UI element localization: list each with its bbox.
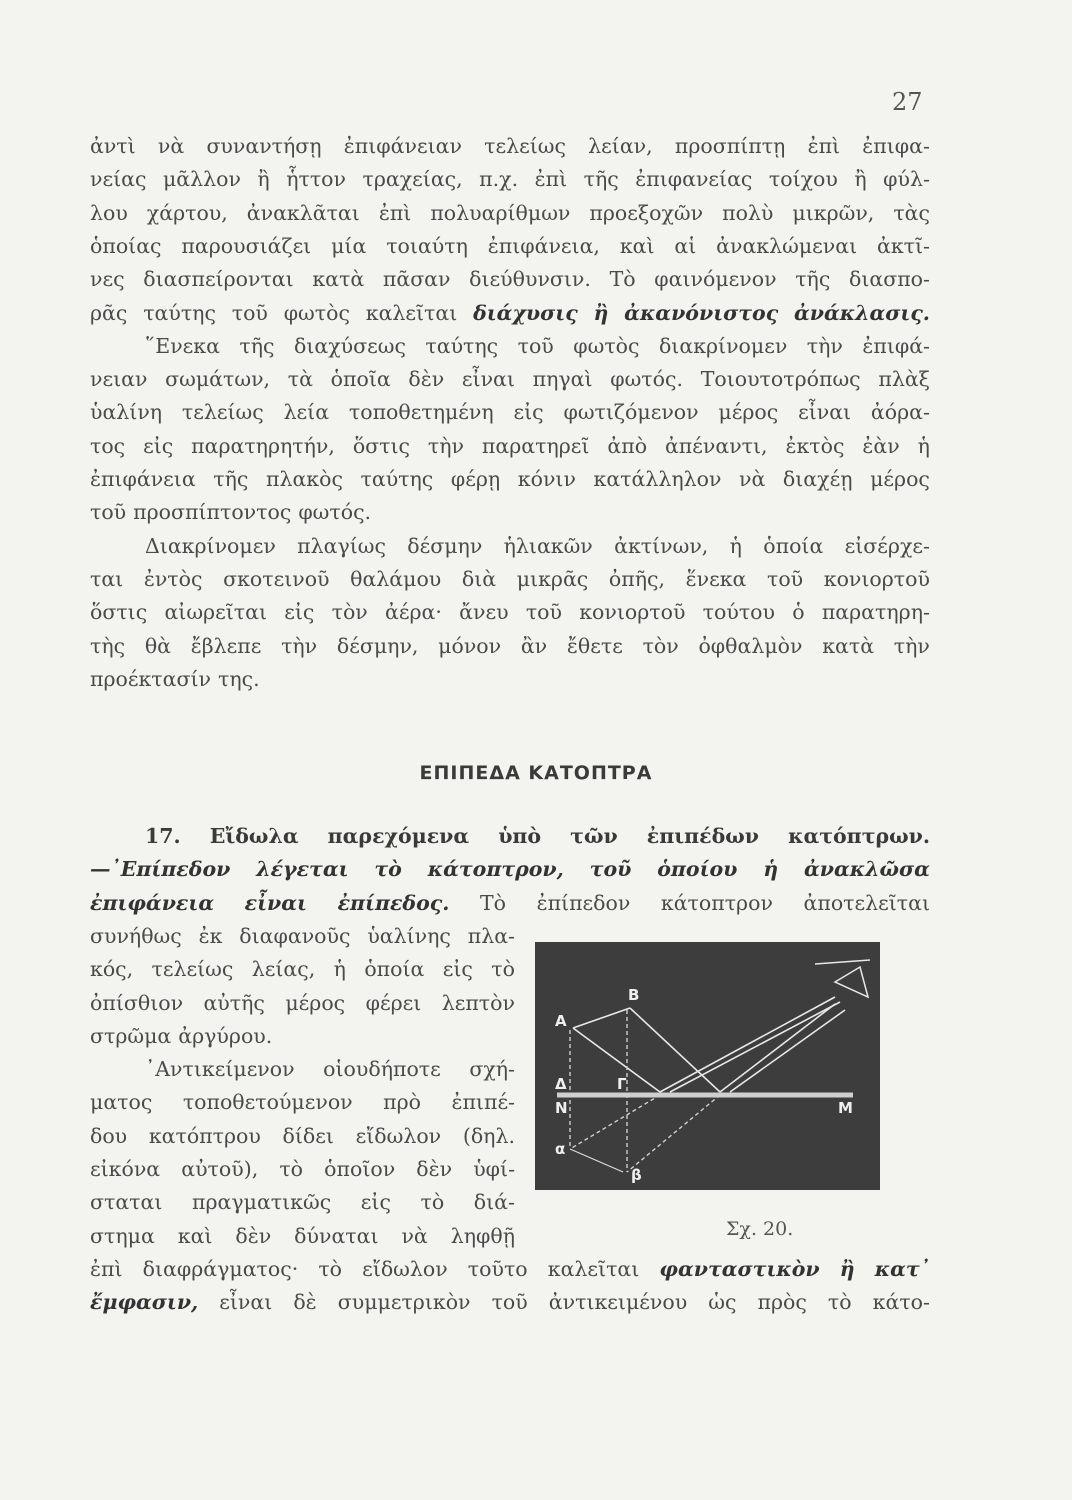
word: τῆς [795, 267, 831, 292]
word: τὴν [806, 333, 843, 358]
word: μέρος [718, 400, 779, 425]
text-line [90, 888, 930, 918]
word: ἡ [917, 433, 930, 458]
word: τὸ [827, 1290, 852, 1315]
word: νὰ [739, 467, 766, 491]
word: τὸν [331, 600, 368, 625]
text-line [145, 821, 930, 851]
word: ὁποία [763, 533, 824, 558]
text-line [90, 131, 930, 161]
word: φωτὸς [283, 300, 350, 325]
word: ὁποίας [90, 233, 162, 258]
text-line [90, 164, 930, 194]
word: Τὸ [609, 267, 636, 292]
word: τοῦ [525, 600, 562, 625]
word: νες [90, 267, 125, 292]
word: ἡ [333, 957, 346, 982]
word: τὰ [287, 367, 313, 392]
word: τὸ [318, 1256, 343, 1281]
text-line [90, 664, 930, 694]
word: ρᾶς [90, 300, 128, 325]
word: ἐκ [198, 923, 223, 948]
word: τος [90, 433, 126, 458]
word: κονιορτοῦ [579, 600, 686, 625]
text-line [90, 364, 930, 394]
emphasized-word: ἢ [839, 1256, 855, 1281]
word: ὡς [708, 1290, 737, 1315]
text-line [90, 497, 930, 527]
word: εἴδωλον [355, 1123, 442, 1148]
word: μικρῶν, [792, 200, 875, 225]
word: τῆς [239, 333, 275, 358]
emphasized-word: εἶναι [244, 890, 307, 915]
label-m: M [838, 1099, 853, 1117]
word: νὰ [401, 1223, 428, 1248]
emphasized-word: κάτοπτρον, [427, 857, 564, 882]
word: πρὸς [757, 1290, 807, 1315]
word: μόνον [438, 633, 502, 658]
section-heading: ΕΠΙΠΕΔΑ ΚΑΤΟΠΤΡΑ [419, 762, 653, 784]
word: δὲν [235, 1223, 272, 1248]
text-line [145, 531, 930, 561]
word: τοῦ [90, 500, 127, 525]
word: ταύτης [143, 300, 216, 325]
word: ἀνακλώμεναι [716, 233, 858, 258]
word: ὁ [792, 600, 805, 625]
word: τοίχου [768, 167, 838, 192]
word: κατὰ [822, 633, 875, 658]
word: ὑαλίνης [367, 923, 451, 948]
word: ἐκτὸς [785, 433, 845, 458]
word: τελείως [484, 134, 566, 158]
word: ὁποία [364, 957, 425, 982]
word: νὰ [157, 134, 185, 158]
word: σκοτεινοῦ [223, 566, 330, 591]
text-line [90, 1254, 930, 1284]
word: ἐπιφάνεια, [487, 233, 600, 258]
mirror-reflection-illustration [535, 942, 880, 1190]
word: Τοιουτοτρόπως [700, 367, 861, 392]
word: δὲ [293, 1290, 317, 1315]
word: συνήθως [90, 923, 182, 948]
word: πολυαρίθμων [430, 200, 571, 225]
emphasized-word: ἐπιφάνεια [90, 890, 215, 915]
word: θὰ [144, 633, 172, 658]
word: συμμετρικὸν [337, 1290, 471, 1315]
label-alpha: α [555, 1140, 566, 1158]
word: τοῦ [766, 566, 804, 591]
word: τελείως [151, 957, 234, 982]
word: δύναται [294, 1223, 379, 1248]
word: τοποθετούμενον [182, 1090, 353, 1115]
word: μᾶλλον [162, 167, 241, 192]
emphasized-word: φανταστικὸν [659, 1256, 820, 1281]
word: ἐπιφάνεια [90, 467, 196, 491]
word: διεύθυνσιν. [469, 267, 591, 292]
word: πολὺ [722, 200, 774, 225]
text-line [90, 1287, 930, 1317]
word: τὸ [279, 1157, 304, 1181]
word: ματος [90, 1090, 153, 1115]
word: ταύτης [360, 467, 434, 491]
label-a: A [555, 1012, 567, 1030]
word: κάτο- [872, 1290, 930, 1315]
text-line [90, 1187, 515, 1217]
word: τὴς [90, 633, 126, 658]
word: αἱ [674, 233, 697, 258]
text-line [145, 1054, 515, 1084]
word: τοιαύτη [386, 233, 468, 258]
text-line [90, 988, 515, 1018]
word: εἶναι [461, 367, 515, 392]
word: χάρτου, [146, 200, 228, 225]
word: καλεῖται [547, 1256, 640, 1281]
text-line [90, 431, 930, 461]
word: ἔβλεπε [190, 633, 262, 658]
word: δέσμην [407, 533, 483, 558]
word: ὀφθαλμὸν [698, 633, 803, 658]
word: φέρει [365, 990, 422, 1015]
emphasized-word: τῶν [570, 824, 618, 848]
word: ἢ [257, 167, 270, 192]
word: εἰς [143, 433, 174, 458]
word: ται [90, 566, 124, 591]
text-line [90, 564, 930, 594]
text-line [90, 1021, 515, 1051]
emphasized-word: κατ᾿ [874, 1256, 930, 1281]
text-line [90, 397, 930, 427]
text-line [90, 1154, 515, 1184]
word: εἰσέρχε- [844, 533, 930, 558]
word: εἰκόνα [90, 1157, 161, 1181]
word: ἀνακλᾶται [246, 200, 360, 225]
word: ᾿Αντικείμενον [145, 1057, 295, 1082]
word: λείας, [251, 957, 316, 982]
word: τῆς [213, 467, 249, 491]
text-line [145, 331, 930, 361]
word: πρὸ [383, 1090, 421, 1115]
word: ἐπιφα- [862, 134, 930, 158]
word: φωτός. [610, 367, 683, 392]
text-line [90, 854, 930, 884]
word: ἂν [520, 633, 548, 658]
emphasized-word: ἔμφασιν, [90, 1290, 199, 1315]
word: στρῶμα [90, 1023, 172, 1048]
word: Τὸ [479, 890, 506, 915]
word: τούτου [702, 600, 775, 625]
word: κός, [90, 957, 134, 982]
word: ἀόρα- [870, 400, 930, 425]
word: ὁποῖα [330, 367, 391, 392]
word: ἐπίπεδον [536, 890, 631, 915]
label-gamma: Γ [617, 1075, 627, 1093]
word: συναντήσῃ [206, 134, 322, 158]
word: τραχείας, [362, 167, 463, 192]
word: σωμάτων, [165, 367, 271, 392]
word: διά- [473, 1190, 515, 1215]
text-line [90, 231, 930, 261]
word: παρουσιάζει [181, 233, 312, 258]
word: κόνιν [517, 467, 576, 491]
word: καλεῖται [365, 300, 458, 325]
text-line [90, 921, 515, 951]
text-line [90, 1087, 515, 1117]
emphasized-word: λέγεται [256, 857, 349, 882]
figure-caption: Σχ. 20. [726, 1218, 794, 1240]
text-line [90, 1221, 515, 1251]
emphasized-word: 17. [145, 824, 181, 848]
word: ἕνεκα [685, 566, 747, 591]
word: ἐπὶ [378, 200, 412, 225]
label-delta: Δ [555, 1075, 567, 1093]
word: μέρος [870, 467, 930, 491]
figure-mirror-diagram [535, 942, 880, 1190]
emphasized-word: ἐπιπέδων [646, 824, 760, 848]
word: κατάλληλον [593, 467, 722, 491]
word: λείαν, [588, 134, 653, 158]
word: εἶναι [219, 1290, 273, 1315]
label-n: N [555, 1099, 568, 1117]
word: ἀπέναντι, [664, 433, 768, 458]
emphasized-word: Εἴδωλα [209, 824, 299, 848]
word: κατόπτρου [148, 1123, 261, 1148]
word: αἰωρεῖται [164, 600, 267, 625]
label-b: B [628, 986, 640, 1004]
word: πλα- [467, 923, 515, 948]
word: μέρος [285, 990, 346, 1015]
word: εἴδωλον [362, 1256, 448, 1281]
word: ἀκτῖ- [877, 233, 930, 258]
word: σχή- [469, 1057, 515, 1082]
word: ὅστις [352, 433, 411, 458]
word: μικρᾶς [516, 566, 589, 591]
emphasized-word: διάχυσις [473, 300, 578, 325]
text-line [90, 954, 515, 984]
word: ἢ [854, 167, 867, 192]
word: τὸν [642, 633, 679, 658]
word: τοῦτο [467, 1256, 528, 1281]
word: φύλ- [883, 167, 930, 192]
word: πλὰξ [878, 367, 930, 392]
word: π.χ. [479, 167, 519, 192]
word: ὑφί- [473, 1157, 515, 1181]
word: προέκτασίν [90, 666, 211, 691]
word: εἰς [360, 1190, 391, 1215]
text-line [90, 631, 930, 661]
word: τὰς [893, 200, 930, 225]
word: φωτὸς [573, 333, 640, 358]
word: ληφθῇ [450, 1223, 515, 1248]
word: πραγματικῶς [192, 1190, 332, 1215]
word: ἀντὶ [90, 134, 136, 158]
word: ῞Ενεκα [145, 333, 220, 358]
word: ἄνευ [459, 600, 509, 625]
word: καὶ [619, 233, 655, 258]
word: εἰς [513, 400, 544, 425]
word: τοῦ [517, 333, 554, 358]
word: ἀποτελεῖται [803, 890, 930, 915]
page-number: 27 [892, 88, 923, 116]
text-line [90, 1121, 515, 1151]
word: δὲν [416, 1157, 453, 1181]
word: διαφράγματος· [142, 1256, 299, 1281]
emphasized-word: τοῦ [589, 857, 632, 882]
word: ἐπιφά- [862, 333, 930, 358]
word: ἐπιπέ- [451, 1090, 515, 1115]
word: ὀπῆς, [608, 566, 666, 591]
word: παρατηρητήν, [191, 433, 335, 458]
word: πηγαὶ [532, 367, 593, 392]
word: διασπο- [848, 267, 930, 292]
emphasized-word: ἀνάκλασις. [794, 300, 930, 325]
emphasized-word: ἢ [593, 300, 609, 325]
label-beta: β [631, 1166, 642, 1184]
word: σταται [90, 1190, 163, 1215]
word: δὲν [408, 367, 445, 392]
emphasized-word: —᾿Επίπεδον [90, 857, 231, 882]
word: εἰς [284, 600, 315, 625]
word: κατὰ [312, 267, 365, 292]
word: ἀντικειμένου [548, 1290, 688, 1315]
emphasized-word: τὸ [374, 857, 402, 882]
word: φέρῃ [450, 467, 501, 491]
word: τῆς [583, 167, 619, 192]
word: ἡ [729, 533, 742, 558]
word: τὸ [491, 957, 515, 982]
word: στημα [90, 1223, 155, 1248]
word: θαλάμου [350, 566, 442, 591]
word: κάτοπτρον [660, 890, 773, 915]
word: αὐτῆς [203, 990, 265, 1015]
word: διαφανοῦς [239, 923, 351, 948]
word: παρατηρεῖ [481, 433, 590, 458]
word: προσπίπτοντος [133, 500, 292, 525]
word: διαχέῃ [782, 467, 853, 491]
word: τὴν [281, 633, 318, 658]
text-line [90, 597, 930, 627]
word: ταύτης [425, 333, 499, 358]
word: ἐπιφανείας [635, 167, 753, 192]
word: πλαγίως [297, 533, 386, 558]
emphasized-word: ἀνακλῶσα [804, 857, 930, 882]
word: ἐπὶ [807, 134, 841, 158]
emphasized-word: κατόπτρων. [788, 824, 930, 848]
word: δέσμην, [336, 633, 419, 658]
word: παρατηρη- [821, 600, 930, 625]
emphasized-word: παρεχόμενα [327, 824, 470, 848]
emphasized-word: ὑπὸ [498, 824, 542, 848]
emphasized-word: ἀκανόνιστος [624, 300, 779, 325]
word: ἔθετε [566, 633, 623, 658]
word: ἀκτίνων, [614, 533, 709, 558]
word: ἐὰν [862, 433, 900, 458]
word: ἐπιφάνειαν [343, 134, 462, 158]
word: προσπίπτῃ [674, 134, 786, 158]
word: ἧττον [286, 167, 346, 192]
word: ὅστις [90, 600, 148, 625]
word: ὀπίσθιον [90, 990, 184, 1015]
emphasized-word: ἐπίπεδος. [337, 890, 450, 915]
word: τελείως [181, 400, 264, 425]
word: τὴν [893, 633, 930, 658]
word: διασπείρονται [143, 267, 294, 292]
word: ὑαλίνη [90, 400, 163, 425]
word: της. [217, 666, 260, 691]
word: πλακὸς [265, 467, 343, 491]
word: ἐπὶ [534, 167, 568, 192]
word: τὴν [427, 433, 465, 458]
word: ἀπὸ [607, 433, 648, 458]
word: ἐπὶ [90, 1256, 123, 1281]
word: εἶναι [798, 400, 852, 425]
word: δου [90, 1123, 128, 1148]
word: διακρίνομεν [658, 333, 788, 358]
word: ὁποῖον [324, 1157, 396, 1181]
word: (δηλ. [462, 1123, 515, 1148]
word: ἡλιακῶν [503, 533, 593, 558]
word: δίδει [282, 1123, 334, 1148]
word: φωτιζόμενον [563, 400, 699, 425]
text-line [90, 264, 930, 294]
word: λεία [283, 400, 330, 425]
word: διαχύσεως [294, 333, 406, 358]
word: αὐτοῦ), [181, 1157, 259, 1181]
word: πᾶσαν [382, 267, 451, 292]
word: φωτός. [298, 500, 372, 525]
word: τὸ [420, 1190, 445, 1215]
text-line [90, 298, 930, 328]
word: ἐντὸς [143, 566, 203, 591]
word: μία [331, 233, 367, 258]
word: ἀέρα· [385, 600, 442, 625]
word: Διακρίνομεν [145, 533, 276, 558]
word: φαινόμενον [654, 267, 777, 292]
word: καὶ [177, 1223, 213, 1248]
word: νειαν [90, 367, 148, 392]
word: τοποθετημένη [348, 400, 494, 425]
word: λεπτὸν [441, 990, 515, 1015]
word: προεξοχῶν [589, 200, 704, 225]
emphasized-word: ἡ [763, 857, 779, 882]
word: εἰς [442, 957, 473, 982]
word: νείας [90, 167, 147, 192]
word: ἀργύρου. [178, 1023, 273, 1048]
word: τοῦ [491, 1290, 528, 1315]
word: διὰ [461, 566, 497, 591]
emphasized-word: ὁποίου [657, 857, 738, 882]
word: λου [90, 200, 128, 225]
word: οἱουδήποτε [323, 1057, 441, 1082]
word: κονιορτοῦ [823, 566, 930, 591]
text-line [90, 198, 930, 228]
word: τοῦ [231, 300, 268, 325]
text-line [90, 464, 930, 494]
